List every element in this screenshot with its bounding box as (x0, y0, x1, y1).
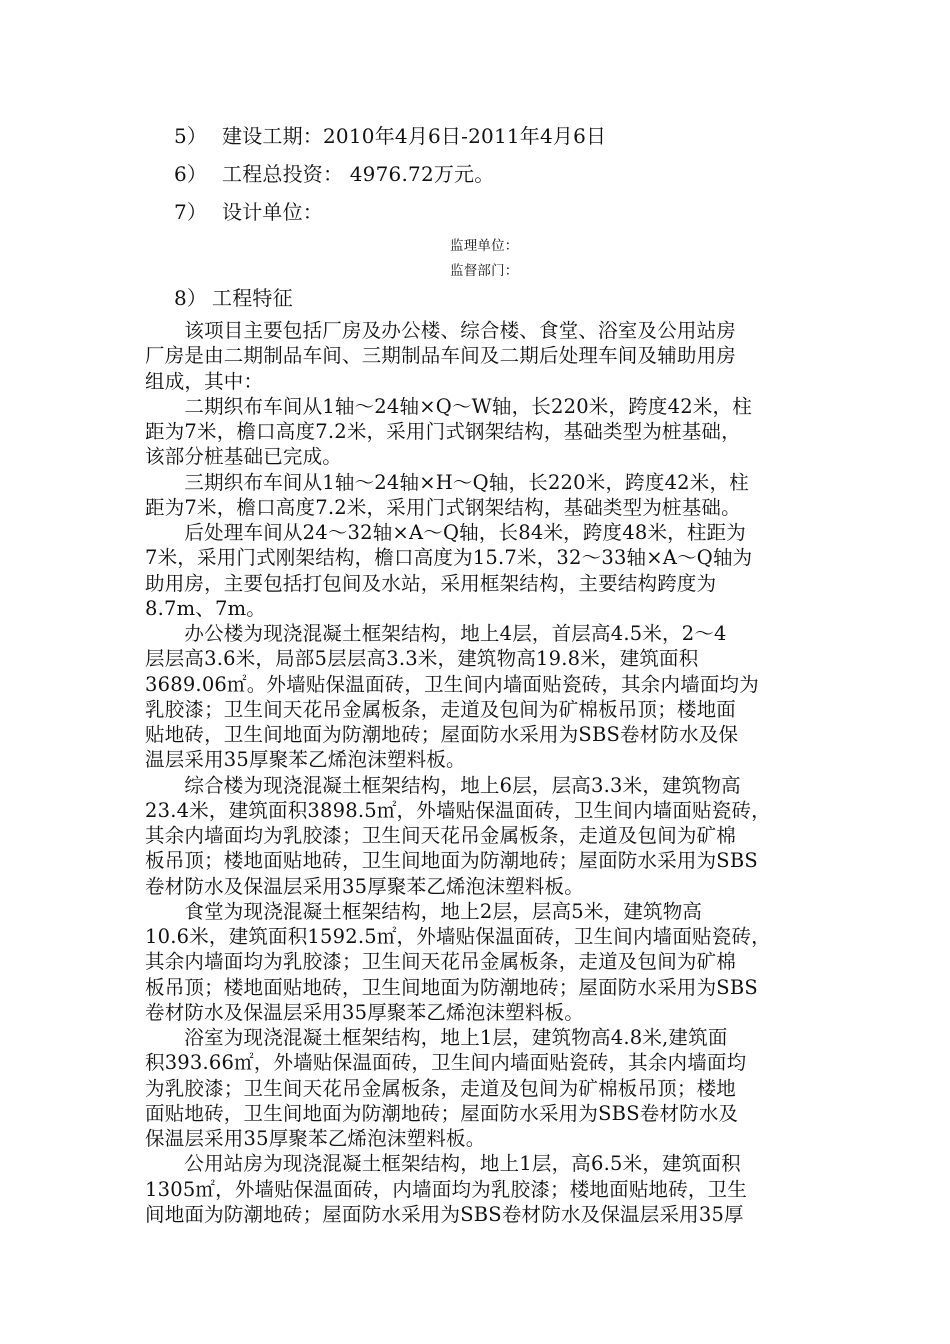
body-line: 浴室为现浇混凝土框架结构，地上1层，建筑物高4.8米,建筑面 (145, 1026, 728, 1049)
body-line: 温层采用35厚聚苯乙烯泡沫塑料板。 (145, 748, 466, 772)
item-text: 工程总投资： 4976.72万元。 (222, 162, 495, 186)
item-number: 6） (174, 162, 208, 186)
body-line: 7米，采用门式刚架结构，檐口高度为15.7米，32～33轴×A～Q轴为 (145, 546, 753, 570)
body-line: 1305㎡，外墙贴保温面砖，内墙面均为乳胶漆；楼地面贴地砖，卫生 (145, 1177, 748, 1201)
body-line: 办公楼为现浇混凝土框架结构，地上4层，首层高4.5米，2～4 (145, 622, 727, 645)
body-line: 该项目主要包括厂房及办公楼、综合楼、食堂、浴室及公用站房 (145, 319, 737, 342)
body-line: 组成，其中： (145, 369, 264, 393)
body-line: 距为7米，檐口高度7.2米，采用门式钢架结构，基础类型为桩基础。 (145, 495, 741, 519)
body-line: 厂房是由二期制品车间、三期制品车间及二期后处理车间及辅助用房 (145, 344, 737, 368)
item-text: 工程特征 (212, 286, 293, 310)
body-line: 贴地砖，卫生间地面为防潮地砖；屋面防水采用为SBS卷材防水及保 (145, 723, 739, 746)
body-line: 为乳胶漆；卫生间天花吊金属板条，走道及包间为矿棉板吊顶；楼地 (145, 1076, 737, 1100)
item-8 (174, 285, 293, 311)
body-line: 其余内墙面均为乳胶漆；卫生间天花吊金属板条，走道及包间为矿棉 (145, 950, 737, 974)
body-line: 卷材防水及保温层采用35厚聚苯乙烯泡沫塑料板。 (145, 1000, 584, 1024)
item-text: 设计单位： (222, 200, 323, 224)
body-line: 板吊顶；楼地面贴地砖，卫生间地面为防潮地砖；屋面防水采用为SBS (145, 975, 758, 999)
item-text: 建设工期：2010年4月6日-2011年4月6日 (222, 124, 607, 148)
body-line: 卷材防水及保温层采用35厚聚苯乙烯泡沫塑料板。 (145, 874, 584, 898)
body-line: 食堂为现浇混凝土框架结构，地上2层，层高5米，建筑物高 (145, 899, 703, 923)
body-line: 综合楼为现浇混凝土框架结构，地上6层，层高3.3米，建筑物高 (145, 773, 741, 797)
body-line: 公用站房为现浇混凝土框架结构，地上1层，高6.5米，建筑面积 (145, 1152, 741, 1176)
body-line: 保温层采用35厚聚苯乙烯泡沫塑料板。 (145, 1127, 486, 1150)
body-line: 间地面为防潮地砖；屋面防水采用为SBS卷材防水及保温层采用35厚 (145, 1202, 744, 1226)
body-line: 23.4米，建筑面积3898.5㎡，外墙贴保温面砖，卫生间内墙面贴瓷砖， (145, 798, 771, 822)
body-line: 板吊顶；楼地面贴地砖，卫生间地面为防潮地砖；屋面防水采用为SBS (145, 849, 758, 873)
body-line: 层层高3.6米，局部5层层高3.3米，建筑物高19.8米，建筑面积 (145, 647, 699, 671)
body-line: 距为7米，檐口高度7.2米，采用门式钢架结构，基础类型为桩基础， (145, 420, 741, 443)
body-line: 后处理车间从24～32轴×A～Q轴，长84米，跨度48米，柱距为 (145, 521, 746, 544)
body-line: 积393.66㎡，外墙贴保温面砖，卫生间内墙面贴瓷砖，其余内墙面均 (145, 1051, 747, 1075)
supervision-unit-label: 监理单位： (450, 238, 519, 254)
item-5 (174, 123, 606, 149)
item-number: 8） (174, 286, 208, 310)
body-line: 三期织布车间从1轴～24轴×H～Q轴，长220米，跨度42米，柱 (145, 470, 749, 494)
body-line: 二期织布车间从1轴～24轴×Q～W轴，长220米，跨度42米，柱 (145, 394, 752, 418)
body-line: 8.7m、7m。 (145, 596, 266, 620)
body-line: 该部分桩基础已完成。 (145, 445, 343, 469)
body-line: 乳胶漆；卫生间天花吊金属板条，走道及包间为矿棉板吊顶；楼地面 (145, 697, 737, 721)
body-line: 10.6米，建筑面积1592.5㎡，外墙贴保温面砖，卫生间内墙面贴瓷砖， (145, 925, 771, 948)
body-line: 其余内墙面均为乳胶漆；卫生间天花吊金属板条，走道及包间为矿棉 (145, 824, 737, 847)
item-number: 7） (174, 200, 208, 224)
supervision-dept-label: 监督部门： (450, 263, 519, 279)
body-line: 助用房，主要包括打包间及水站，采用框架结构，主要结构跨度为 (145, 571, 717, 595)
item-6 (174, 161, 494, 187)
body-line: 面贴地砖，卫生间地面为防潮地砖；屋面防水采用为SBS卷材防水及 (145, 1101, 739, 1125)
body-line: 3689.06㎡。外墙贴保温面砖，卫生间内墙面贴瓷砖，其余内墙面均为 (145, 672, 759, 696)
item-7 (174, 199, 323, 225)
item-number: 5） (174, 124, 208, 148)
